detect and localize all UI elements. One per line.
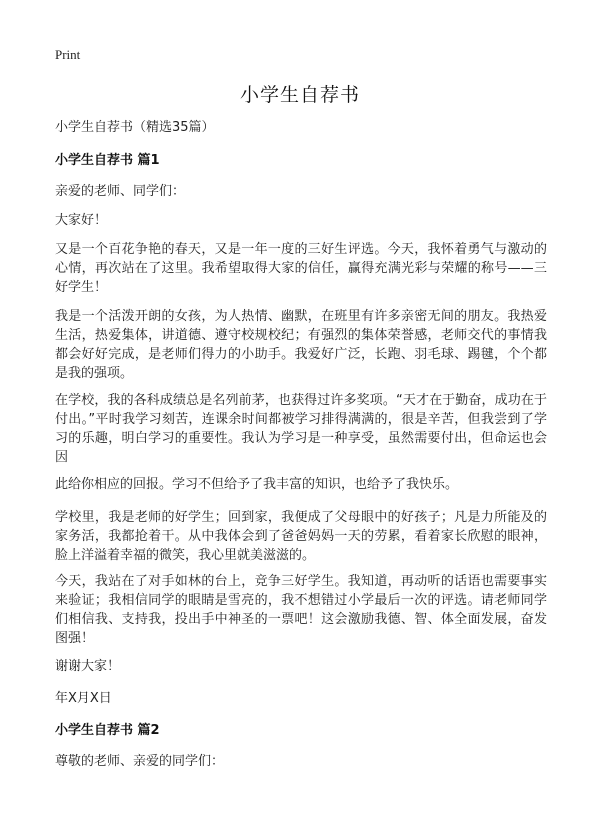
paragraph-thanks: 谢谢大家！ (55, 659, 121, 674)
page-title: 小学生自荐书 (239, 84, 360, 106)
section-heading-1: 小学生自荐书 篇1 (55, 153, 160, 168)
paragraph: 又是一个百花争艳的春天，又是一年一度的三好生评选。今天，我怀着勇气与激动的心情，再次站在了这里。我希望取得大家的信任，赢得充满光彩与荣耀的称号——三好学生！ (55, 242, 547, 295)
paragraph-salutation: 亲爱的老师、同学们： (55, 184, 186, 199)
paragraph: 此给你相应的回报。学习不但给予了我丰富的知识，也给予了我快乐。 (55, 477, 459, 492)
section-heading-2: 小学生自荐书 篇2 (55, 723, 160, 738)
paragraph: 在学校，我的各科成绩总是名列前茅，也获得过许多奖项。“天才在于勤奋，成功在于付出。”平时我学习刻苦，连课余时间都被学习排得满满的，很是辛苦，但我尝到了学习的乐趣，明白学习的重要性。我认为学习是一种享受，虽然需要付出，但命运也会因 (55, 393, 547, 465)
paragraph-salutation: 尊敬的老师、亲爱的同学们： (55, 754, 225, 769)
paragraph-date: 年X月X日 (55, 691, 112, 706)
print-link[interactable]: Print (55, 47, 81, 62)
paragraph: 学校里，我是老师的好学生；回到家，我便成了父母眼中的好孩子；凡是力所能及的家务活，我都抢着干。从中我体会到了爸爸妈妈一天的劳累，看着家长欣慰的眼神，脸上洋溢着幸福的微笑，我心里就美滋滋的。 (55, 510, 547, 563)
paragraph: 今天，我站在了对手如林的台上，竞争三好学生。我知道，再动听的话语也需要事实来验证；我相信同学的眼睛是雪亮的，我不想错过小学最后一次的评选。请老师同学们相信我、支持我，投出手中神圣的一票吧！这会激励我德、智、体全面发展，奋发图强！ (55, 574, 547, 646)
document-subtitle: 小学生自荐书（精选35篇） (55, 120, 215, 135)
paragraph-greeting: 大家好！ (55, 213, 108, 228)
paragraph: 我是一个活泼开朗的女孩，为人热情、幽默，在班里有许多亲密无间的朋友。我热爱生活，热爱集体，讲道德、遵守校规校纪；有强烈的集体荣誉感，老师交代的事情我都会好好完成，是老师们得力的小助手。我爱好广泛，长跑、羽毛球、踢毽，个个都是我的强项。 (55, 309, 547, 381)
